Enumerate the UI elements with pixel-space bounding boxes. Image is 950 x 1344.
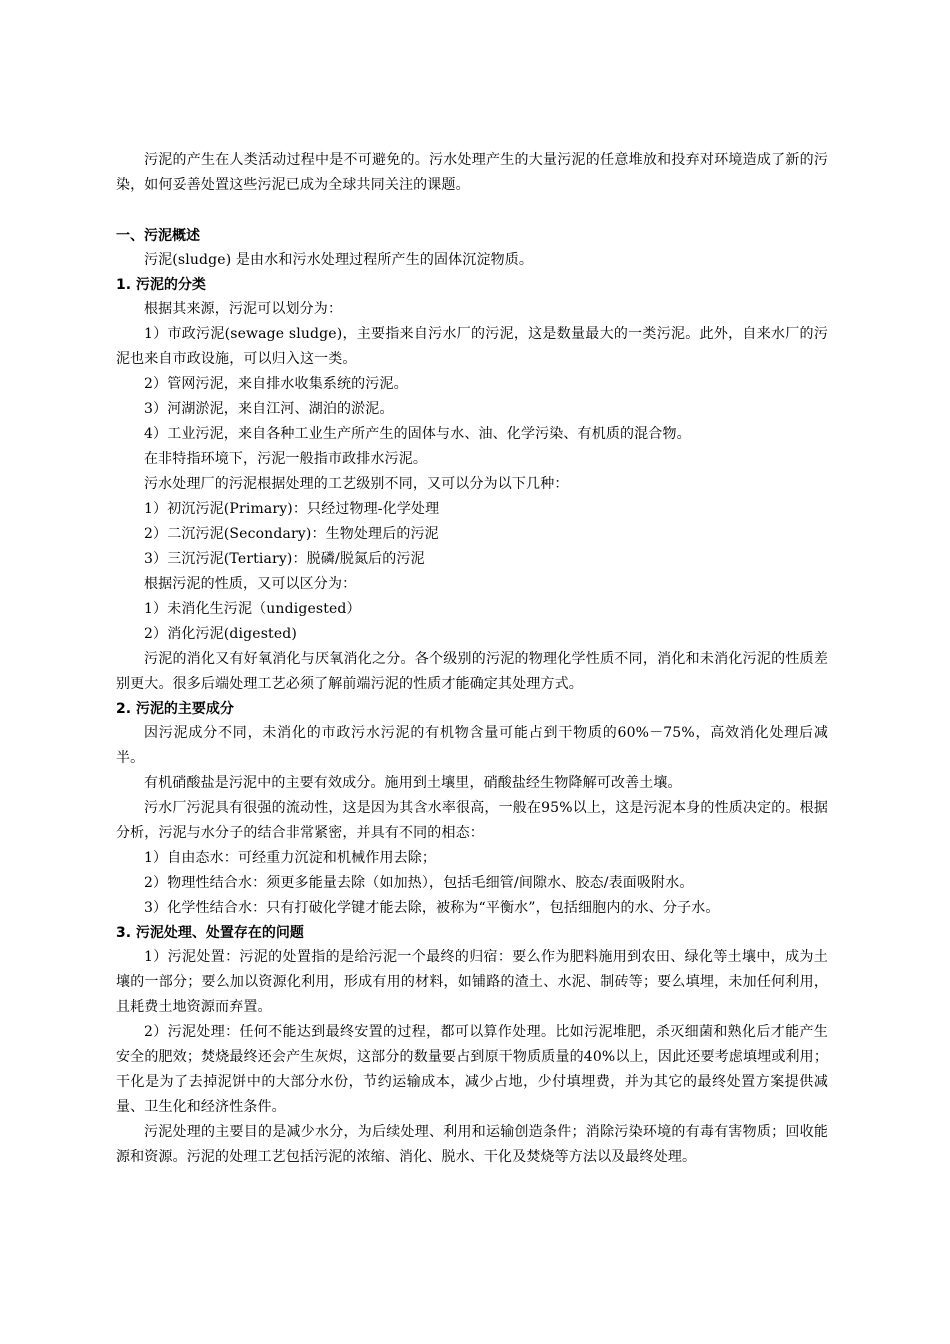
paragraph: 2）二沉污泥(Secondary)：生物处理后的污泥 bbox=[144, 526, 439, 542]
paragraph: 2）消化污泥(digested) bbox=[144, 626, 297, 642]
paragraph: 污水厂污泥具有很强的流动性，这是因为其含水率很高，一般在95%以上，这是污泥本身的性质决定的。根据分析，污泥与水分子的结合非常紧密，并具有不同的相态： bbox=[116, 800, 828, 841]
paragraph: 3）三沉污泥(Tertiary)：脱磷/脱氮后的污泥 bbox=[144, 551, 425, 567]
paragraph: 2）污泥处理：任何不能达到最终安置的过程，都可以算作处理。比如污泥堆肥，杀灭细菌和熟化后才能产生安全的肥效；焚烧最终还会产生灰烬，这部分的数量要占到原干物质质量的40%以上，因此还要考虑填埋或利用；干化是为了去掉泥饼中的大部分水份，节约运输成本，减少占地，少付填埋费，并为其它的最终处置方案提供减量、卫生化和经济性条件。 bbox=[116, 1024, 828, 1115]
paragraph: 1）自由态水：可经重力沉淀和机械作用去除； bbox=[144, 850, 437, 866]
paragraph: 1）初沉污泥(Primary)：只经过物理-化学处理 bbox=[144, 501, 440, 517]
paragraph: 2）物理性结合水：须更多能量去除（如加热），包括毛细管/间隙水、胶态/表面吸附水。 bbox=[144, 875, 694, 891]
paragraph: 污泥处理的主要目的是减少水分，为后续处理、利用和运输创造条件；消除污染环境的有毒有害物质；回收能源和资源。污泥的处理工艺包括污泥的浓缩、消化、脱水、干化及焚烧等方法以及最终处理。 bbox=[116, 1124, 828, 1165]
paragraph: 2）管网污泥，来自排水收集系统的污泥。 bbox=[144, 376, 408, 392]
paragraph: 根据其来源，污泥可以划分为： bbox=[144, 301, 343, 317]
paragraph: 根据污泥的性质，又可以区分为： bbox=[144, 576, 357, 592]
paragraph: 3）化学性结合水：只有打破化学键才能去除，被称为“平衡水”，包括细胞内的水、分子水。 bbox=[144, 900, 720, 916]
paragraph: 因污泥成分不同，未消化的市政污水污泥的有机物含量可能占到干物质的60%－75%，高效消化处理后减半。 bbox=[116, 725, 828, 766]
paragraph: 1）未消化生污泥（undigested） bbox=[144, 601, 361, 617]
paragraph: 污泥的消化又有好氧消化与厌氧消化之分。各个级别的污泥的物理化学性质不同，消化和未消化污泥的性质差别更大。很多后端处理工艺必须了解前端污泥的性质才能确定其处理方式。 bbox=[116, 651, 828, 692]
definition-paragraph: 污泥(sludge) 是由水和污水处理过程所产生的固体沉淀物质。 bbox=[144, 252, 534, 268]
paragraph: 4）工业污泥，来自各种工业生产所产生的固体与水、油、化学污染、有机质的混合物。 bbox=[144, 426, 691, 442]
subsection-heading-composition: 2. 污泥的主要成分 bbox=[116, 701, 234, 717]
paragraph: 3）河湖淤泥，来自江河、湖泊的淤泥。 bbox=[144, 401, 394, 417]
subsection-heading-classification: 1. 污泥的分类 bbox=[116, 277, 206, 293]
paragraph: 有机硝酸盐是污泥中的主要有效成分。施用到土壤里，硝酸盐经生物降解可改善土壤。 bbox=[144, 775, 682, 791]
paragraph: 污水处理厂的污泥根据处理的工艺级别不同，又可以分为以下几种： bbox=[144, 476, 569, 492]
paragraph: 1）污泥处置：污泥的处置指的是给污泥一个最终的归宿：要么作为肥料施用到农田、绿化等土壤中，成为土壤的一部分；要么加以资源化利用，形成有用的材料，如铺路的渣土、水泥、制砖等；要么填埋，未加任何利用，且耗费土地资源而弃置。 bbox=[116, 949, 828, 1015]
subsection-heading-problems: 3. 污泥处理、处置存在的问题 bbox=[116, 925, 304, 941]
spacer bbox=[116, 198, 828, 224]
document-page bbox=[116, 148, 828, 1170]
section-heading-overview: 一、污泥概述 bbox=[116, 228, 200, 244]
intro-paragraph: 污泥的产生在人类活动过程中是不可避免的。污水处理产生的大量污泥的任意堆放和投弃对环境造成了新的污染，如何妥善处置这些污泥已成为全球共同关注的课题。 bbox=[116, 152, 828, 193]
paragraph: 1）市政污泥(sewage sludge)，主要指来自污水厂的污泥，这是数量最大的一类污泥。此外，自来水厂的污泥也来自市政设施，可以归入这一类。 bbox=[116, 326, 828, 367]
paragraph: 在非特指环境下，污泥一般指市政排水污泥。 bbox=[144, 451, 427, 467]
